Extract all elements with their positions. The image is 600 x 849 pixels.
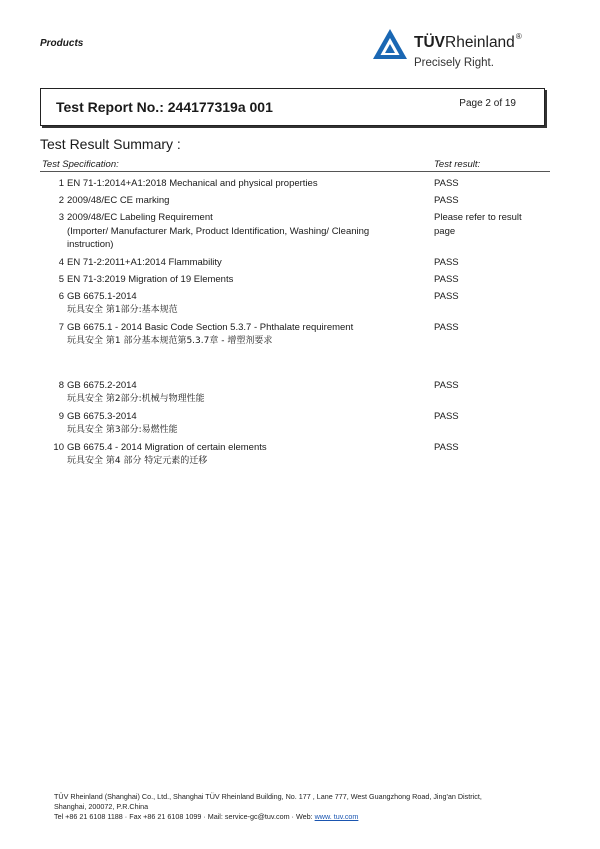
brand-slogan: Precisely Right. <box>414 57 494 69</box>
report-header-box <box>40 88 545 126</box>
report-number: Test Report No.: 244177319a 001 <box>56 99 273 115</box>
header-divider <box>40 171 550 172</box>
triangle-logo-icon <box>372 28 408 60</box>
section-label: Products <box>40 38 84 49</box>
spec-column-header: Test Specification: <box>42 159 119 170</box>
page-footer <box>54 792 564 822</box>
website-link[interactable]: www. tuv.com <box>314 812 359 821</box>
summary-title: Test Result Summary : <box>40 136 181 152</box>
tuv-rheinland-logo <box>372 26 572 74</box>
brand-name: TÜVRheinland® <box>414 32 522 51</box>
footer-city: Shanghai, 200072, P.R.China <box>54 802 149 811</box>
footer-contact: Tel +86 21 6108 1188 · Fax +86 21 6108 1099 · Mail: service-gc@tuv.com · Web: www. tuv.com <box>54 812 359 821</box>
footer-address: TÜV Rheinland (Shanghai) Co., Ltd., Shanghai TÜV Rheinland Building, No. 177 , Lane 777, West Guangzhong Road, Jing'an District, <box>54 792 482 801</box>
result-column-header: Test result: <box>434 159 481 170</box>
page-indicator: Page 2 of 19 <box>459 98 516 109</box>
